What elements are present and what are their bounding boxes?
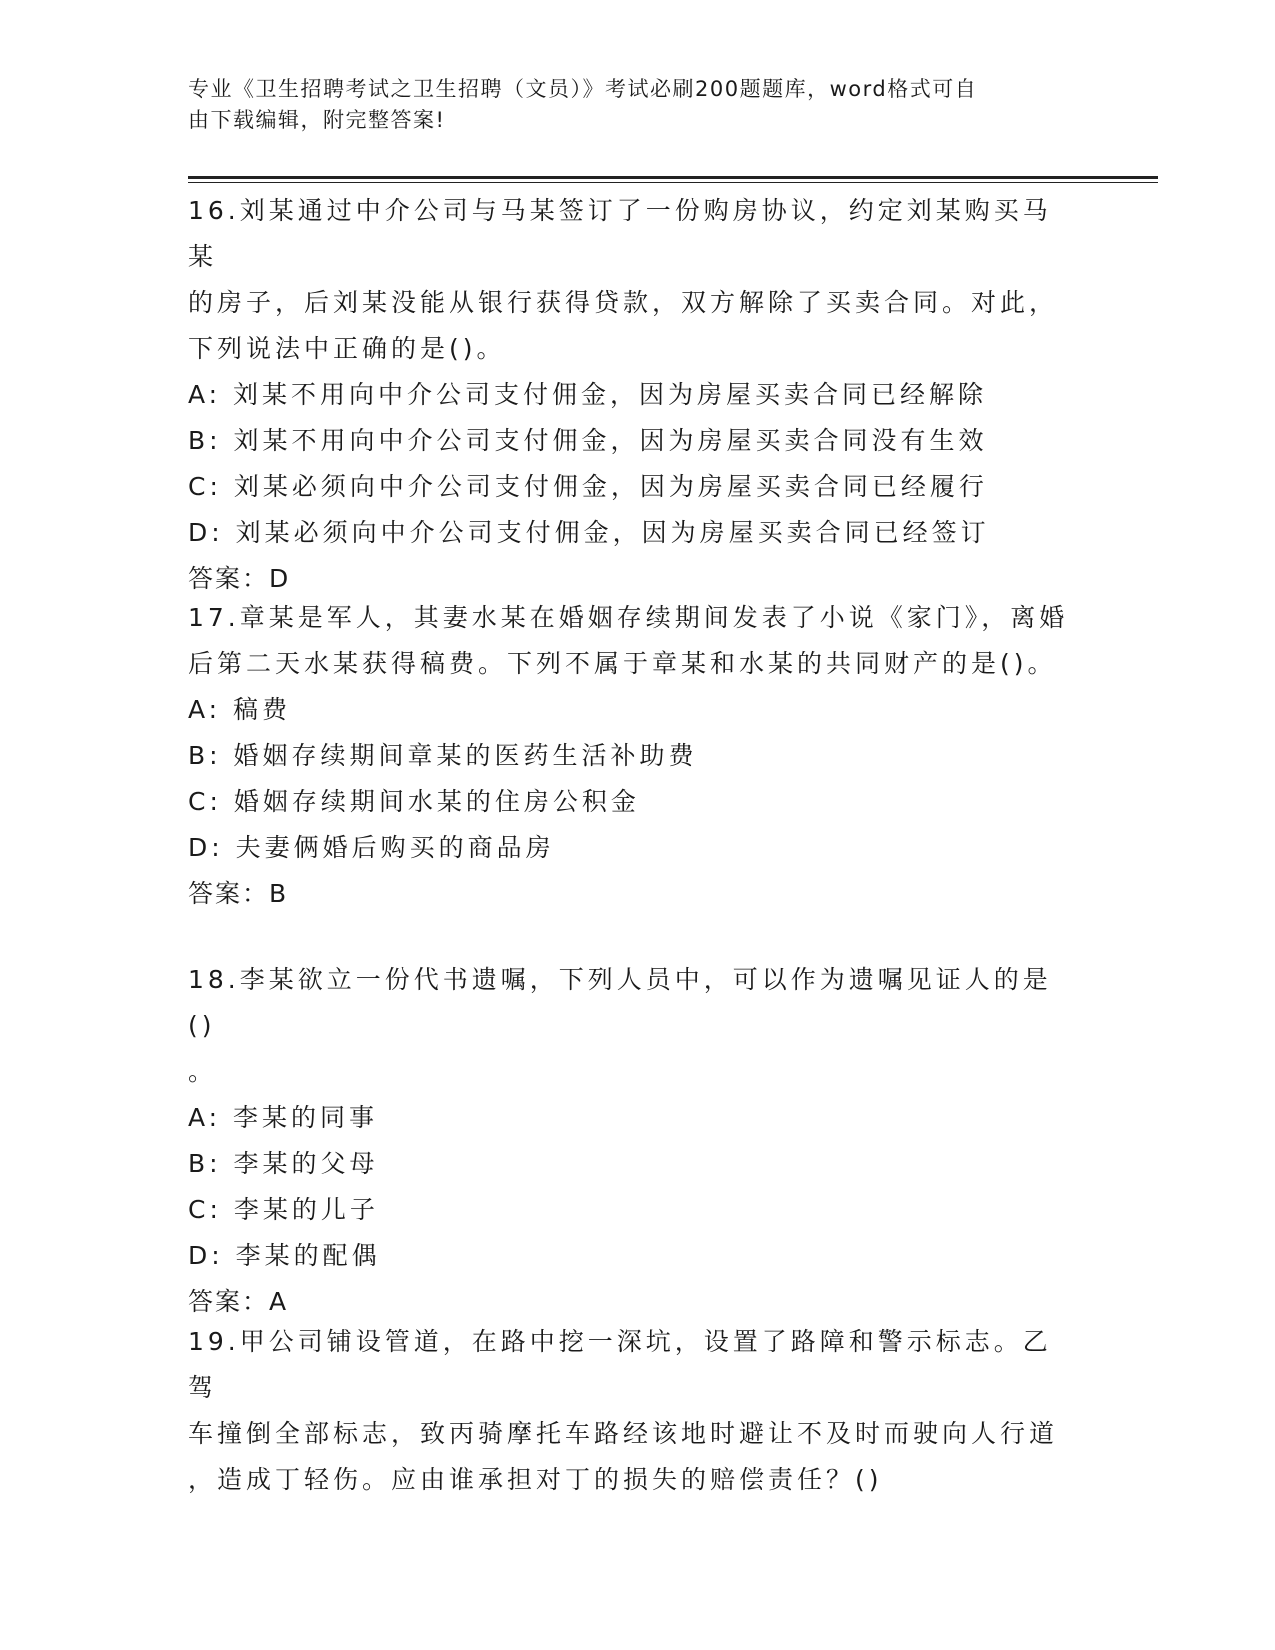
question-stem-line: 的房子，后刘某没能从银行获得贷款，双方解除了买卖合同。对此， <box>188 288 1059 317</box>
option-a: A: 刘某不用向中介公司支付佣金，因为房屋买卖合同已经解除 <box>188 380 988 409</box>
question-18 <box>188 957 1078 1325</box>
option-d: D: 刘某必须向中介公司支付佣金，因为房屋买卖合同已经签订 <box>188 518 990 547</box>
option-b: B: 刘某不用向中介公司支付佣金，因为房屋买卖合同没有生效 <box>188 426 988 455</box>
question-16 <box>188 188 1078 602</box>
header-line-1: 专业《卫生招聘考试之卫生招聘（文员）》考试必刷200题题库，word格式可自 <box>188 77 978 101</box>
option-b: B: 婚姻存续期间章某的医药生活补助费 <box>188 741 698 770</box>
answer: 答案：D <box>188 564 291 593</box>
option-c: C: 李某的儿子 <box>188 1195 379 1224</box>
option-a: A: 稿费 <box>188 695 292 724</box>
question-stem-line: ，造成丁轻伤。应由谁承担对丁的损失的赔偿责任？() <box>188 1465 883 1494</box>
question-stem-line: 17.章某是军人，其妻水某在婚姻存续期间发表了小说《家门》，离婚 <box>188 603 1069 632</box>
question-17 <box>188 595 1078 917</box>
question-stem-line: 下列说法中正确的是()。 <box>188 334 506 363</box>
answer: 答案：B <box>188 879 289 908</box>
answer: 答案：A <box>188 1287 289 1316</box>
option-a: A: 李某的同事 <box>188 1103 379 1132</box>
option-c: C: 刘某必须向中介公司支付佣金，因为房屋买卖合同已经履行 <box>188 472 988 501</box>
header-divider-thin <box>188 182 1158 183</box>
question-stem-line: 。 <box>188 1057 218 1086</box>
option-d: D: 夫妻俩婚后购买的商品房 <box>188 833 555 862</box>
option-d: D: 李某的配偶 <box>188 1241 381 1270</box>
question-stem-line: 后第二天水某获得稿费。下列不属于章某和水某的共同财产的是()。 <box>188 649 1057 678</box>
header-divider-thick <box>188 176 1158 179</box>
question-stem-line: 16.刘某通过中介公司与马某签订了一份购房协议，约定刘某购买马某 <box>188 196 1052 271</box>
question-stem-line: 18.李某欲立一份代书遗嘱，下列人员中，可以作为遗嘱见证人的是() <box>188 965 1052 1040</box>
question-19 <box>188 1319 1078 1503</box>
question-stem-line: 19.甲公司铺设管道，在路中挖一深坑，设置了路障和警示标志。乙驾 <box>188 1327 1052 1402</box>
option-c: C: 婚姻存续期间水某的住房公积金 <box>188 787 640 816</box>
header-line-2: 由下载编辑，附完整答案! <box>188 108 446 132</box>
option-b: B: 李某的父母 <box>188 1149 379 1178</box>
question-stem-line: 车撞倒全部标志，致丙骑摩托车路经该地时避让不及时而驶向人行道 <box>188 1419 1059 1448</box>
document-header <box>188 74 1068 136</box>
